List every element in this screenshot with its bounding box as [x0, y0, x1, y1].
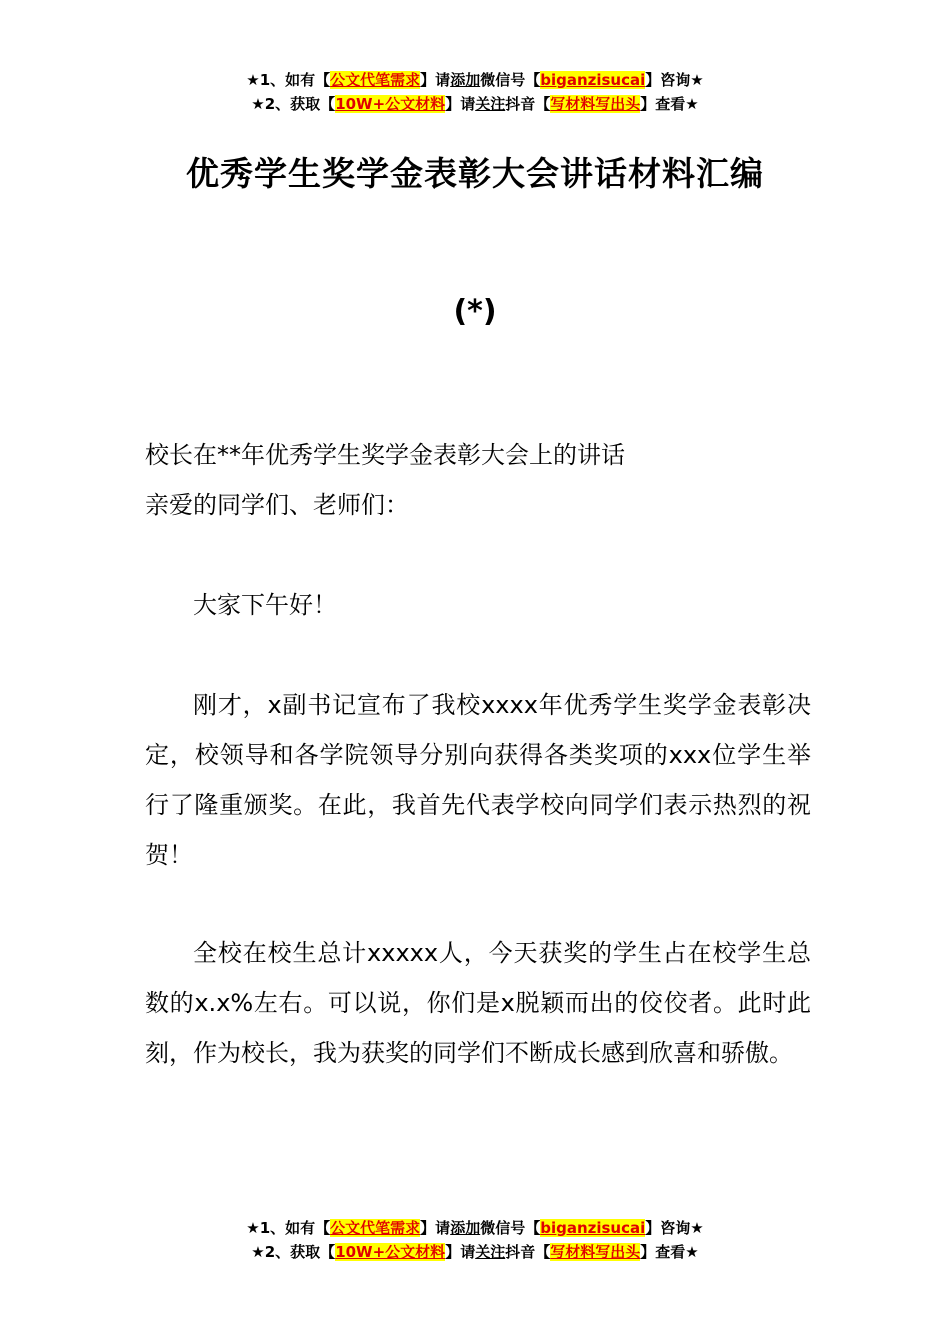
paragraph-2: 全校在校生总计xxxxx人，今天获奖的学生占在校学生总数的x.x%左右。可以说，你们是x脱颖而出的佼佼者。此时此刻，作为校长，我为获奖的同学们不断成长感到欣喜和骄傲。 [145, 939, 811, 1067]
ad-line-1-mid1: 】请 [420, 71, 451, 89]
ad-highlight-douyin: 写材料写出头 [550, 95, 641, 113]
ad-line-2-mid1: 】请 [445, 1243, 476, 1261]
ad-banner-bottom [0, 1216, 950, 1264]
ad-line-2-underlined: 关注 [475, 1243, 506, 1261]
document-title: 优秀学生奖学金表彰大会讲话材料汇编 [186, 154, 764, 193]
ad-banner-top [0, 68, 950, 116]
ad-line-2-mid2: 抖音【 [505, 1243, 551, 1261]
salutation: 亲爱的同学们、老师们： [145, 491, 409, 519]
ad-line-1 [0, 1216, 950, 1240]
ad-highlight-ghostwriting: 公文代笔需求 [330, 71, 421, 89]
ad-line-1-suffix: 】咨询★ [645, 71, 704, 89]
paragraph-1: 刚才，x副书记宣布了我校xxxx年优秀学生奖学金表彰决定，校领导和各学院领导分别向获得各类奖项的xxx位学生举行了隆重颁奖。在此，我首先代表学校向同学们表示热烈的祝贺！ [145, 691, 811, 869]
ad-line-1-mid2: 微信号【 [480, 71, 541, 89]
ad-line-1-prefix: ★1、如有【 [246, 1219, 331, 1237]
ad-line-1-prefix: ★1、如有【 [246, 71, 331, 89]
ad-highlight-ghostwriting: 公文代笔需求 [330, 1219, 421, 1237]
ad-line-1 [0, 68, 950, 92]
ad-highlight-materials: 10W+公文材料 [335, 1243, 446, 1261]
ad-line-2 [0, 1240, 950, 1264]
ad-highlight-wechat-id: biganzisucai [540, 71, 646, 89]
ad-line-2-suffix: 】查看★ [640, 95, 699, 113]
ad-line-1-mid1: 】请 [420, 1219, 451, 1237]
ad-line-1-underlined: 添加 [450, 1219, 481, 1237]
ad-line-1-suffix: 】咨询★ [645, 1219, 704, 1237]
ad-highlight-wechat-id: biganzisucai [540, 1219, 646, 1237]
ad-line-1-underlined: 添加 [450, 71, 481, 89]
ad-line-2-prefix: ★2、获取【 [251, 1243, 336, 1261]
ad-line-2-mid2: 抖音【 [505, 95, 551, 113]
ad-line-2-mid1: 】请 [445, 95, 476, 113]
ad-highlight-materials: 10W+公文材料 [335, 95, 446, 113]
speech-heading: 校长在**年优秀学生奖学金表彰大会上的讲话 [145, 441, 625, 469]
ad-line-1-mid2: 微信号【 [480, 1219, 541, 1237]
ad-line-2-suffix: 】查看★ [640, 1243, 699, 1261]
ad-line-2-prefix: ★2、获取【 [251, 95, 336, 113]
ad-line-2-underlined: 关注 [475, 95, 506, 113]
greeting: 大家下午好！ [193, 591, 337, 619]
ad-line-2 [0, 92, 950, 116]
ad-highlight-douyin: 写材料写出头 [550, 1243, 641, 1261]
document-subtitle: (*) [453, 294, 497, 329]
